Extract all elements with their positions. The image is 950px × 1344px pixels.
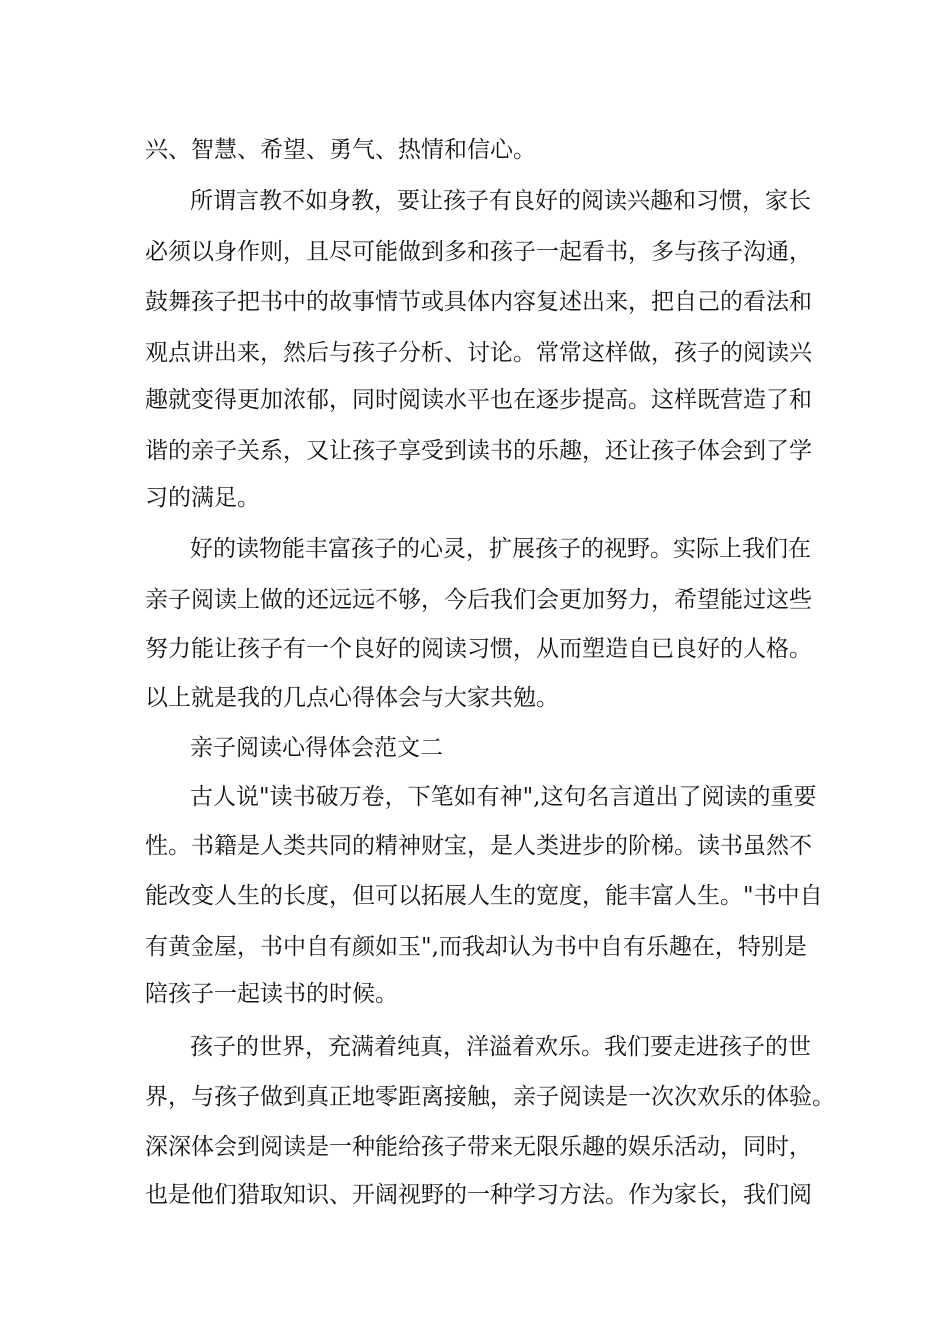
text-line: 谐的亲子关系，又让孩子享受到读书的乐趣，还让孩子体会到了学 (145, 438, 812, 464)
text-line: 努力能让孩子有一个良好的阅读习惯，从而塑造自已良好的人格。 (145, 636, 812, 662)
text-line: 必须以身作则，且尽可能做到多和孩子一起看书，多与孩子沟通， (145, 239, 812, 265)
text-line: 鼓舞孩子把书中的故事情节或具体内容复述出来，把自己的看法和 (145, 289, 812, 315)
paragraph-start-line: 好的读物能丰富孩子的心灵，扩展孩子的视野。实际上我们在 (190, 536, 811, 562)
text-line: 也是他们猎取知识、开阔视野的一种学习方法。作为家长，我们阅 (145, 1182, 812, 1208)
text-line: 观点讲出来，然后与孩子分析、讨论。常常这样做，孩子的阅读兴 (145, 340, 812, 366)
text-line: 兴、智慧、希望、勇气、热情和信心。 (145, 137, 536, 163)
text-line: 以上就是我的几点心得体会与大家共勉。 (145, 685, 559, 711)
text-line: 陪孩子一起读书的时候。 (145, 981, 398, 1007)
text-line: 能改变人生的长度，但可以拓展人生的宽度，能丰富人生。"书中自 (145, 883, 823, 909)
text-line: 趣就变得更加浓郁，同时阅读水平也在逐步提高。这样既营造了和 (145, 387, 812, 413)
paragraph-start-line: 孩子的世界，充满着纯真，洋溢着欢乐。我们要走进孩子的世 (190, 1034, 811, 1060)
text-line: 界，与孩子做到真正地零距离接触，亲子阅读是一次次欢乐的体验。 (145, 1084, 835, 1110)
text-line: 亲子阅读上做的还远远不够，今后我们会更加努力，希望能过这些 (145, 587, 812, 613)
text-line: 习的满足。 (145, 485, 260, 511)
paragraph-start-line: 古人说"读书破万卷，下笔如有神",这句名言道出了阅读的重要 (190, 784, 817, 810)
section-heading: 亲子阅读心得体会范文二 (190, 735, 443, 761)
text-line: 有黄金屋，书中自有颜如玉",而我却认为书中自有乐趣在，特别是 (145, 934, 807, 960)
text-line: 性。书籍是人类共同的精神财宝，是人类进步的阶梯。读书虽然不 (145, 833, 812, 859)
text-line: 深深体会到阅读是一种能给孩子带来无限乐趣的娱乐活动，同时， (145, 1134, 812, 1160)
paragraph-start-line: 所谓言教不如身教，要让孩子有良好的阅读兴趣和习惯，家长 (190, 188, 811, 214)
